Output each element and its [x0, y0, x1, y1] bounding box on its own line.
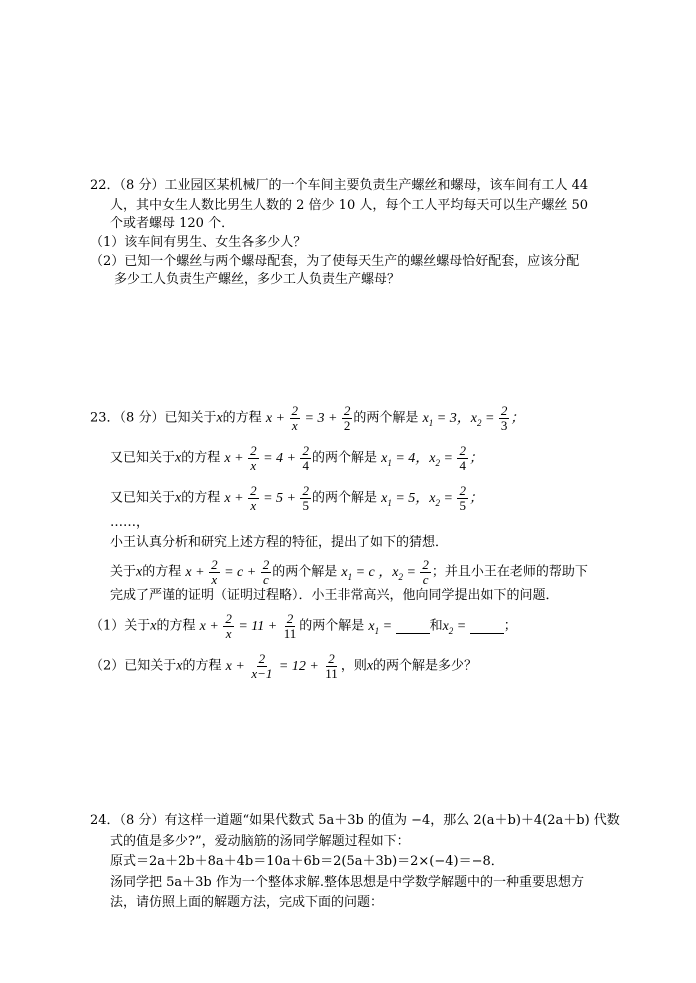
q24-solution: 原式＝2a＋2b＋8a＋4b＝10a＋6b＝2(5a＋3b)＝2×(−4)＝−8．: [110, 854, 504, 869]
q24-line5: 法，请仿照上面的解题方法，完成下面的问题：: [110, 895, 384, 910]
q22-part2: （2）已知一个螺丝与两个螺母配套，为了使每天生产的螺丝螺母恰好配套，应该分配: [90, 254, 580, 269]
q23-part2: （2）已知关于x的方程 x + $\frac{2}{x-1}$ = 12 + $\frac{2}{11}$ ，则x的两个解是多少？: [90, 651, 478, 681]
q24-line4: 汤同学把 5a＋3b 作为一个整体求解.整体思想是中学数学解题中的一种重要思想方: [110, 875, 585, 890]
q23-part1: （1）关于x的方程 x + $\frac{2}{x}$ = 11 + $\frac{2}{11}$ 的两个解是 $x_1$ = 和$x_2$ = ；: [90, 611, 517, 641]
q23-wang-observation: 小王认真分析和研究上述方程的特征，提出了如下的猜想．: [110, 535, 449, 550]
equation-1: x + $\frac{2}{x}$ = 3 + $\frac{2}{2}$: [265, 403, 351, 433]
q22-part1: （1）该车间有男生、女生各多少人？: [90, 235, 307, 250]
q23-guess: 关于x的方程 x + $\frac{2}{x}$ = c + $\frac{2}{c}$ 的两个解是 $x_1 = c$ ，$x_2$ = $\frac{2}{c}$ ；并且小王在老师的帮助下: [110, 557, 588, 587]
q23-case3: 又已知关于x的方程 x + $\frac{2}{x}$ = 5 + $\frac{2}{5}$ 的两个解是 $x_1 = 5$，$x_2$ = $\frac{2}{5}$ ；: [110, 483, 483, 513]
var-x: x: [216, 410, 223, 426]
answer-blank-x2[interactable]: [470, 619, 504, 634]
q23-case2: 又已知关于x的方程 x + $\frac{2}{x}$ = 4 + $\frac{2}{4}$ 的两个解是 $x_1 = 4$，$x_2$ = $\frac{2}{4}$ ；: [110, 443, 483, 473]
q22-line1: 22．（8 分）工业园区某机械厂的一个车间主要负责生产螺丝和螺母，该车间有工人 44: [90, 178, 589, 193]
q23-intro: 23．（8 分）已知关于x的方程 x + $\frac{2}{x}$ = 3 + $\frac{2}{2}$ 的两个解是 $x_1 = 3$，$x_2$ = $\frac{2}{3}$ ；: [90, 403, 525, 433]
q22-line3: 个或者螺母 120 个．: [110, 216, 235, 231]
q24-line2: 式的值是多少?”，爱动脑筋的汤同学解题过程如下：: [110, 834, 410, 849]
q24-line1: 24．（8 分）有这样一道题“如果代数式 5a＋3b 的值为 −4，那么 2(a＋b)＋4(2a＋b) 代数: [90, 813, 620, 828]
q23-wang-proof: 完成了严谨的证明（证明过程略）．小王非常高兴，他向同学提出如下的问题．: [110, 588, 559, 603]
q22-part2-cont: 多少工人负责生产螺丝，多少工人负责生产螺母？: [114, 272, 401, 287]
eq-word: 的方程: [222, 410, 262, 426]
q23-ellipsis: ……，: [110, 515, 150, 530]
solution-1: $x_1 = 3$，$x_2$ = $\frac{2}{3}$ ；: [422, 403, 525, 433]
q23-head: 23．（8 分）已知关于: [90, 410, 217, 426]
q22-line2: 人，其中女生人数比男生人数的 2 倍少 10 人，每个工人平均每天可以生产螺丝 50: [110, 198, 589, 213]
answer-blank-x1[interactable]: [396, 619, 430, 634]
